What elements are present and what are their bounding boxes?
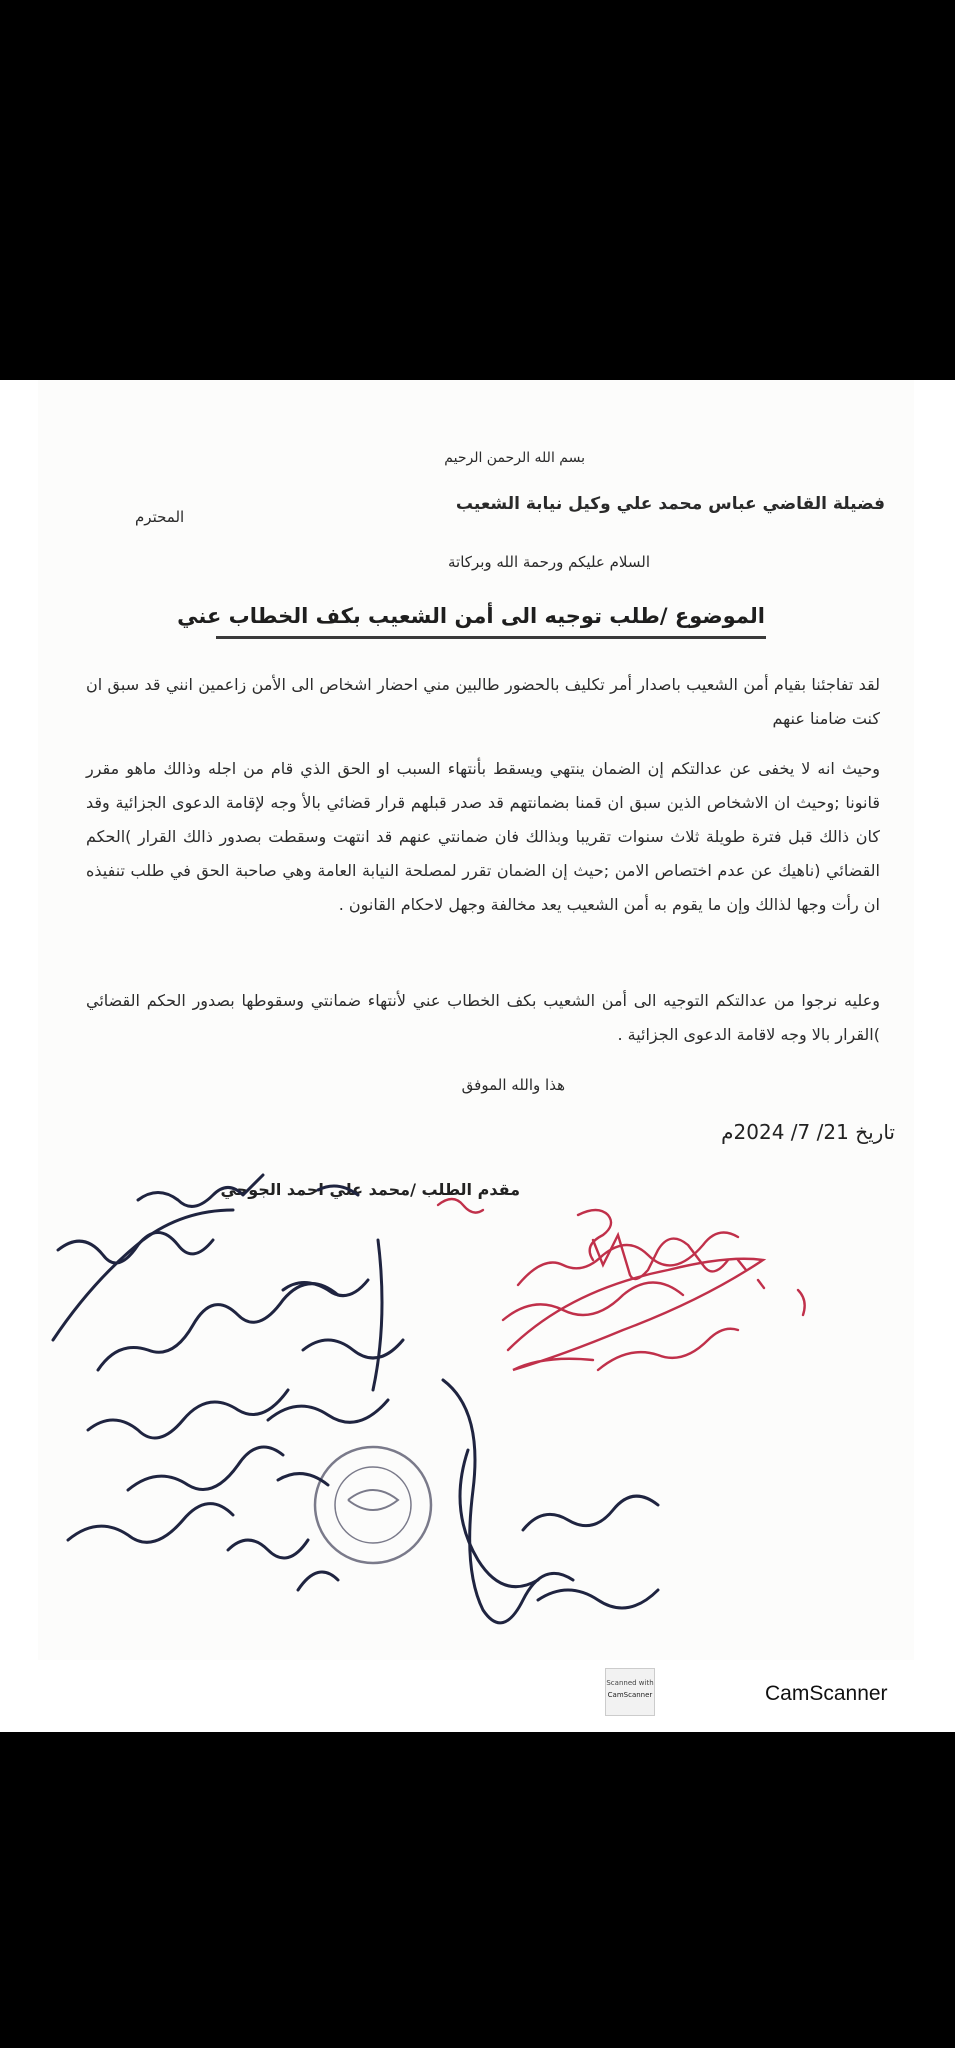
closing: هذا والله الموفق [461, 1076, 565, 1094]
subject: الموضوع /طلب توجيه الى أمن الشعيب بكف الخطاب عني [177, 604, 765, 628]
blue-ink-annotation [53, 1175, 658, 1623]
badge-logo: CamScanner [607, 1691, 653, 1699]
paragraph-1: لقد تفاجئنا بقيام أمن الشعيب باصدار أمر تكليف بالحضور طالبين مني احضار اشخاص الى الأمن زاعمين انني قد سبق ان كنت ضامنا عنهم [86, 675, 880, 728]
paragraph-3: وعليه نرجوا من عدالتكم التوجيه الى أمن الشعيب بكف الخطاب عني لأنتهاء ضمانتي وسقوطها بصدور الحكم القضائي )القرار بالا وجه لاقامة الدعوى الجزائية . [86, 991, 880, 1044]
red-ink-annotation [438, 1199, 805, 1370]
basmala: بسم الله الرحمن الرحيم [444, 450, 585, 466]
badge-caption: Scanned with [606, 1679, 654, 1687]
subject-underline [216, 636, 766, 639]
applicant: مقدم الطلب /محمد علي احمد الجوحي [220, 1180, 520, 1199]
stamp [315, 1447, 431, 1563]
top-black-bar [0, 0, 955, 380]
addressee: فضيلة القاضي عباس محمد علي وكيل نيابة الشعيب [455, 494, 885, 514]
date-line: تاريخ 21/ 7/ 2024م [721, 1120, 895, 1144]
honorific: المحترم [135, 508, 185, 526]
paragraph-2: وحيث انه لا يخفى عن عدالتكم إن الضمان ينتهي ويسقط بأنتهاء السبب او الحق الذي قام من اجله وذالك ماهو مقرر قانونا ;وحيث ان الاشخاص الذين سبق ان قمنا بضمانتهم قد صدر قبلهم قرار قضائي بالأ وجه لإقامة الدعوى الجزائية وقد كان ذالك قبل فترة طويلة ثلاث سنوات تقريبا وبذالك فان ضمانتي عنهم قد انتهت وسقطت بصدور ذالك القرار )الحكم القضائي (ناهيك عن عدم اختصاص الامن ;حيث إن الضمان تقرر لمصلحة النيابة العامة وهي صاحبة الحق في طلب تنفيذه ان رأت وجها لذالك وإن ما يقوم به أمن الشعيب يعد مخالفة وجهل لاحكام القانون . [86, 759, 880, 914]
handwritten-annotations [38, 1170, 914, 1670]
bottom-black-bar [0, 1732, 955, 2048]
greeting: السلام عليكم ورحمة الله وبركاتة [448, 553, 650, 571]
camscanner-label: CamScanner [765, 1682, 888, 1705]
scanned-with-badge [605, 1668, 655, 1716]
